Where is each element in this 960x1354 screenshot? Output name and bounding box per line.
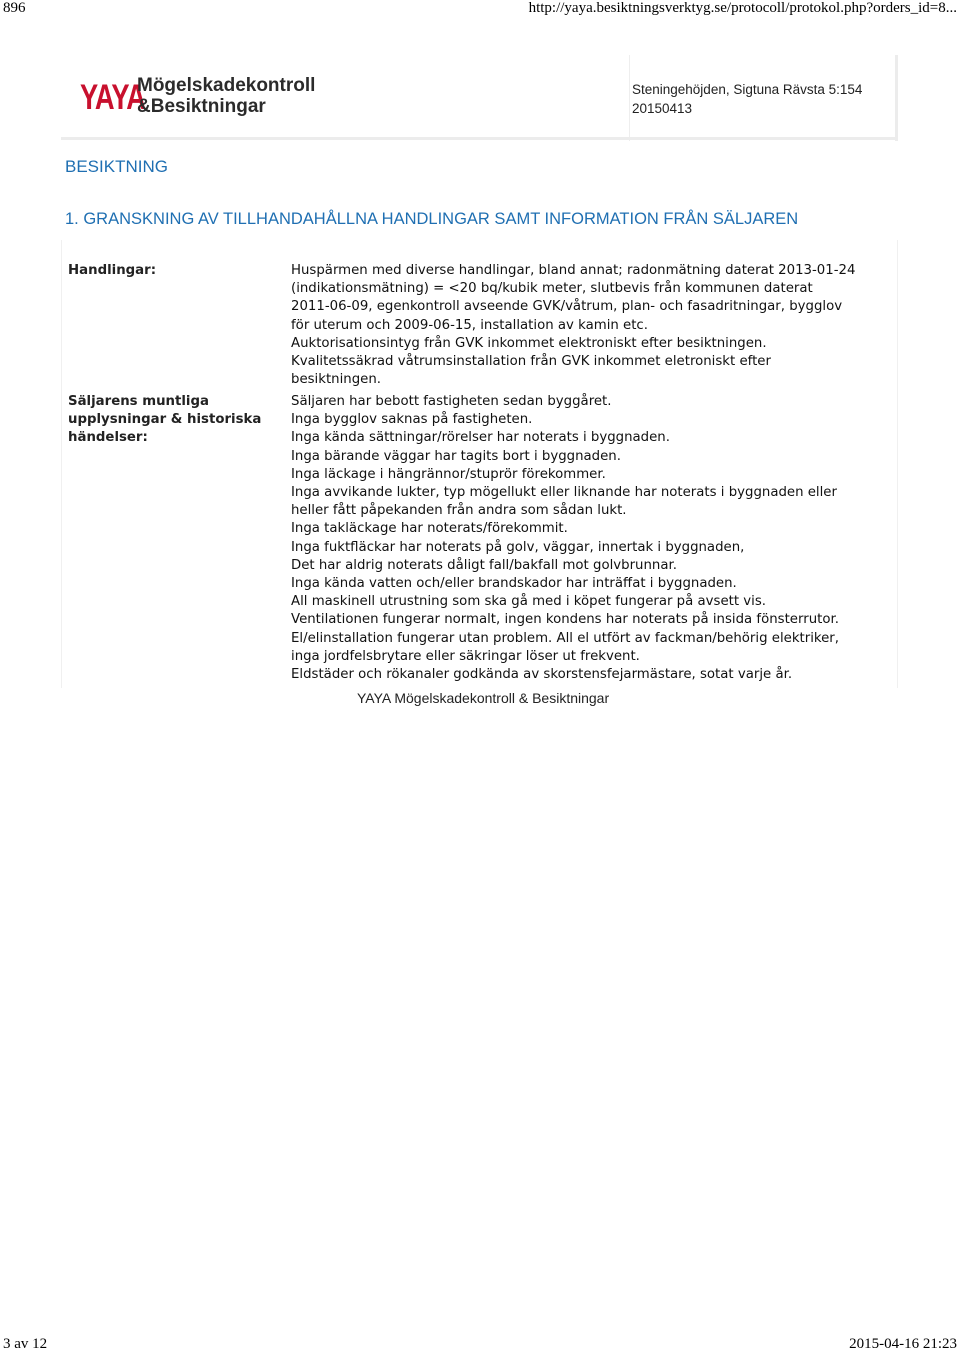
content-line: heller fått påpekanden från andra som sådan lukt. <box>291 503 627 519</box>
content-line: Inga fuktfläckar har noterats på golv, väggar, innertak i byggnaden, <box>291 539 745 555</box>
content-line: 2011-06-09, egenkontroll avseende GVK/våtrum, plan- och fasadritningar, bygglov <box>291 299 843 315</box>
row-label-handlingar: Handlingar: <box>68 263 157 278</box>
print-page-number: 896 <box>3 0 26 16</box>
row-content-saljarens-upplysningar <box>291 393 891 684</box>
content-line: Inga bygglov saknas på fastigheten. <box>291 412 533 428</box>
content-line: för uterum och 2009-06-15, installation av kamin etc. <box>291 317 648 333</box>
logo-mark: YAYA <box>80 78 146 117</box>
content-line: besiktningen. <box>291 372 381 388</box>
content-line: Inga läckage i hängrännor/stuprör förekommer. <box>291 466 606 482</box>
print-timestamp: 2015-04-16 21:23 <box>849 1336 957 1352</box>
content-line: Inga bärande väggar har tagits bort i byggnaden. <box>291 448 621 464</box>
content-line: Ventilationen fungerar normalt, ingen kondens har noterats på insida fönsterrutor. <box>291 612 839 628</box>
content-line: El/elinstallation fungerar utan problem. All el utfört av fackman/behörig elektriker, <box>291 630 839 646</box>
section-title: BESIKTNING <box>65 157 168 176</box>
print-url: http://yaya.besiktningsverktyg.se/protocoll/protokol.php?orders_id=8... <box>528 0 957 16</box>
page-heading: 1. GRANSKNING AV TILLHANDAHÅLLNA HANDLINGAR SAMT INFORMATION FRÅN SÄLJAREN <box>65 210 799 228</box>
content-line: Eldstäder och rökanaler godkända av skorstensfejarmästare, sotat varje år. <box>291 667 793 683</box>
logo-line2: &Besiktningar <box>137 96 266 117</box>
content-line: Inga avvikande lukter, typ mögellukt eller liknande har noterats i byggnaden eller <box>291 485 837 501</box>
print-page-of: 3 av 12 <box>3 1336 48 1352</box>
content-line: Det har aldrig noterats dåligt fall/bakfall mot golvbrunnar. <box>291 557 677 573</box>
page-footer: YAYA Mögelskadekontroll & Besiktningar <box>357 690 610 706</box>
content-line: Auktorisationsintyg från GVK inkommet elektroniskt efter besiktningen. <box>291 335 767 351</box>
content-line: Säljaren har bebott fastigheten sedan byggåret. <box>291 394 612 409</box>
content-line: Inga kända vatten och/eller brandskador har inträffat i byggnaden. <box>291 576 737 592</box>
row-content-handlingar <box>291 262 891 389</box>
content-line: inga jordfelsbrytare eller säkringar löser ut frekvent. <box>291 648 640 664</box>
property-address: Steningehöjden, Sigtuna Rävsta 5:154 <box>632 82 863 97</box>
company-logo <box>80 74 352 122</box>
inspection-date: 20150413 <box>632 101 693 116</box>
content-line: Huspärmen med diverse handlingar, bland annat; radonmätning daterat 2013-01-24 <box>291 263 856 278</box>
content-line: (indikationsmätning) = <20 bq/kubik meter, slutbevis från kommunen daterat <box>291 281 813 297</box>
content-line: Inga takläckage har noterats/förekommit. <box>291 521 568 537</box>
content-line: Kvalitetssäkrad våtrumsinstallation från GVK inkommet eletroniskt efter <box>291 354 771 370</box>
content-line: All maskinell utrustning som ska gå med i köpet fungerar på avsett vis. <box>291 594 766 610</box>
property-address-block <box>632 80 862 118</box>
logo-line1: Mögelskadekontroll <box>137 75 316 96</box>
content-line: Inga kända sättningar/rörelser har noterats i byggnaden. <box>291 430 670 446</box>
row-label-saljarens-upplysningar: Säljarens muntliga upplysningar & historiska händelser: <box>68 394 262 446</box>
